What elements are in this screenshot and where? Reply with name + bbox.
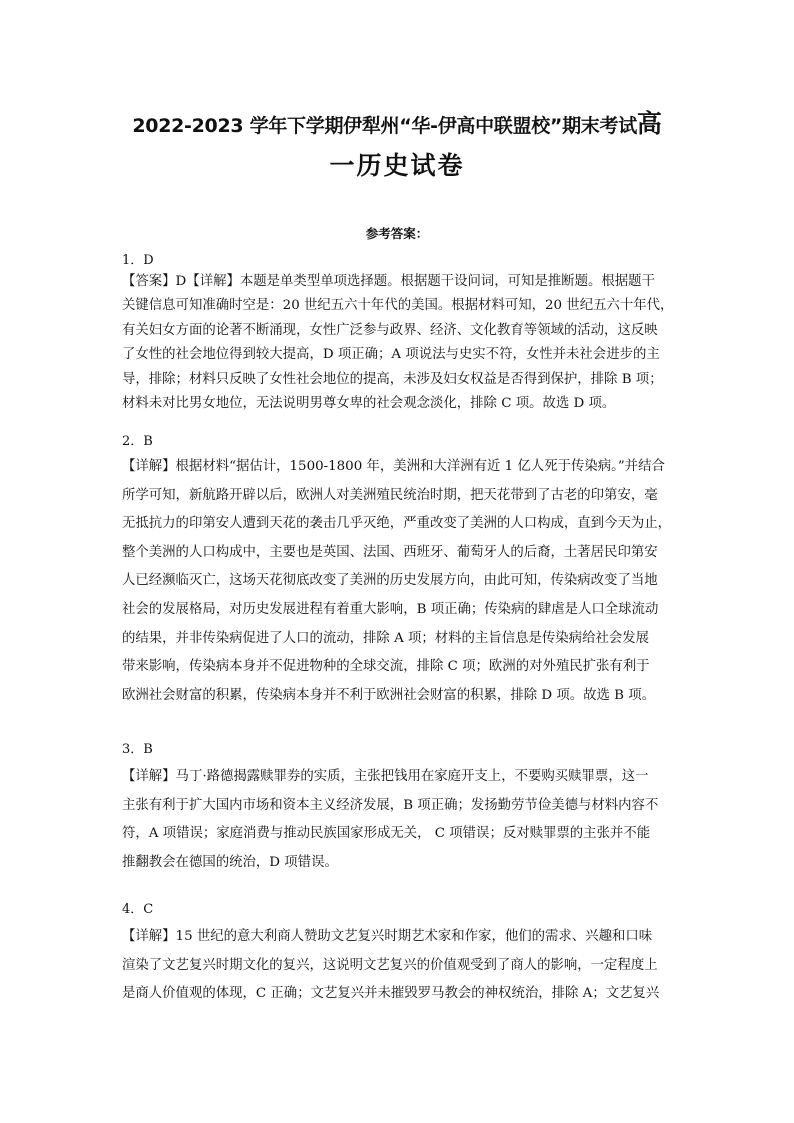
text-line: 渲染了文艺复兴时期文化的复兴，这说明文艺复兴的价值观受到了商人的影响，一定程度上 bbox=[122, 957, 658, 973]
answer-explanation bbox=[122, 763, 682, 877]
text-line: 社会的发展格局，对历史发展进程有着重大影响，B 项正确；传染病的肆虐是人口全球流动 bbox=[122, 601, 659, 617]
text-line: 主张有利于扩大国内市场和资本主义经济发展，B 项正确；发扬勤劳节俭美德与材料内容不 bbox=[122, 797, 659, 813]
text-line: 人已经濒临灭亡，这场天花彻底改变了美洲的历史发展方向，由此可知，传染病改变了当地 bbox=[122, 573, 658, 589]
text-line: 带来影响，传染病本身并不促进物种的全球交流，排除 C 项；欧洲的对外殖民扩张有利于 bbox=[122, 659, 650, 675]
text-line: 【详解】根据材料“据估计，1500-1800 年，美洲和大洋洲有近 1 亿人死于传染病。”并结合 bbox=[122, 459, 665, 474]
text-line: 推翻教会在德国的统治，D 项错误。 bbox=[122, 854, 338, 870]
text-line: 欧洲社会财富的积累，传染病本身并不利于欧洲社会财富的积累，排除 D 项。故选 B 项。 bbox=[122, 687, 656, 703]
answer-key-heading: 参考答案： bbox=[365, 226, 429, 241]
question-number: 1．D bbox=[122, 253, 154, 268]
text-line: 【详解】15 世纪的意大利商人赞助文艺复兴时期艺术家和作家，他们的需求、兴趣和口味 bbox=[122, 929, 653, 944]
text-line: 符，A 项错误；家庭消费与推动民族国家形成无关， C 项错误；反对赎罪票的主张并不能 bbox=[122, 826, 651, 842]
text-line: 是商人价值观的体现，C 正确；文艺复兴并未摧毁罗马教会的神权统治，排除 A；文艺复兴 bbox=[122, 986, 660, 1002]
text-line: 的结果，并非传染病促进了人口的流动，排除 A 项；材料的主旨信息是传染病给社会发展 bbox=[122, 630, 650, 646]
document-title-line-1 bbox=[110, 104, 684, 140]
question-number: 4．C bbox=[122, 902, 154, 917]
text-line: 【详解】马丁·路德揭露赎罪券的实质，主张把钱用在家庭开支上，不要购买赎罪票，这一 bbox=[122, 769, 649, 784]
text-line: 整个美洲的人口构成中，主要也是英国、法国、西班牙、葡萄牙人的后裔，土著居民印第安 bbox=[122, 544, 658, 560]
question-number: 3．B bbox=[122, 742, 153, 757]
question-number: 2．B bbox=[122, 434, 153, 449]
text-line: 所学可知，新航路开辟以后，欧洲人对美洲殖民统治时期，把天花带到了古老的印第安，毫 bbox=[122, 487, 658, 503]
text-line: 了女性的社会地位得到较大提高，D 项正确；A 项说法与史实不符，女性并未社会进步的主 bbox=[122, 347, 660, 363]
title-text: 2022-2023 学年下学期伊犁州“华-伊高中联盟校”期末考试 bbox=[132, 115, 637, 137]
answer-explanation bbox=[122, 270, 682, 416]
answer-explanation bbox=[122, 923, 682, 1009]
text-line: 材料未对比男女地位，无法说明男尊女卑的社会观念淡化，排除 C 项。故选 D 项。 bbox=[122, 396, 616, 412]
document-title-line-2: 一历史试卷 bbox=[329, 151, 465, 180]
text-line: 无抵抗力的印第安人遭到天花的袭击几乎灭绝，严重改变了美洲的人口构成，直到今天为止， bbox=[122, 516, 672, 532]
text-line: 关键信息可知准确时空是：20 世纪五六十年代的美国。根据材料可知，20 世纪五六十年代， bbox=[122, 298, 674, 314]
answer-explanation bbox=[122, 453, 682, 710]
text-line: 导，排除；材料只反映了女性社会地位的提高，未涉及妇女权益是否得到保护，排除 B 项； bbox=[122, 371, 663, 387]
text-line: 【答案】D【详解】本题是单类型单项选择题。根据题干设问词，可知是推断题。根据题干 bbox=[122, 274, 655, 289]
title-text-large-char: 高 bbox=[636, 109, 662, 138]
text-line: 有关妇女方面的论著不断涌现，女性广泛参与政界、经济、文化教育等领域的活动，这反映 bbox=[122, 322, 658, 338]
